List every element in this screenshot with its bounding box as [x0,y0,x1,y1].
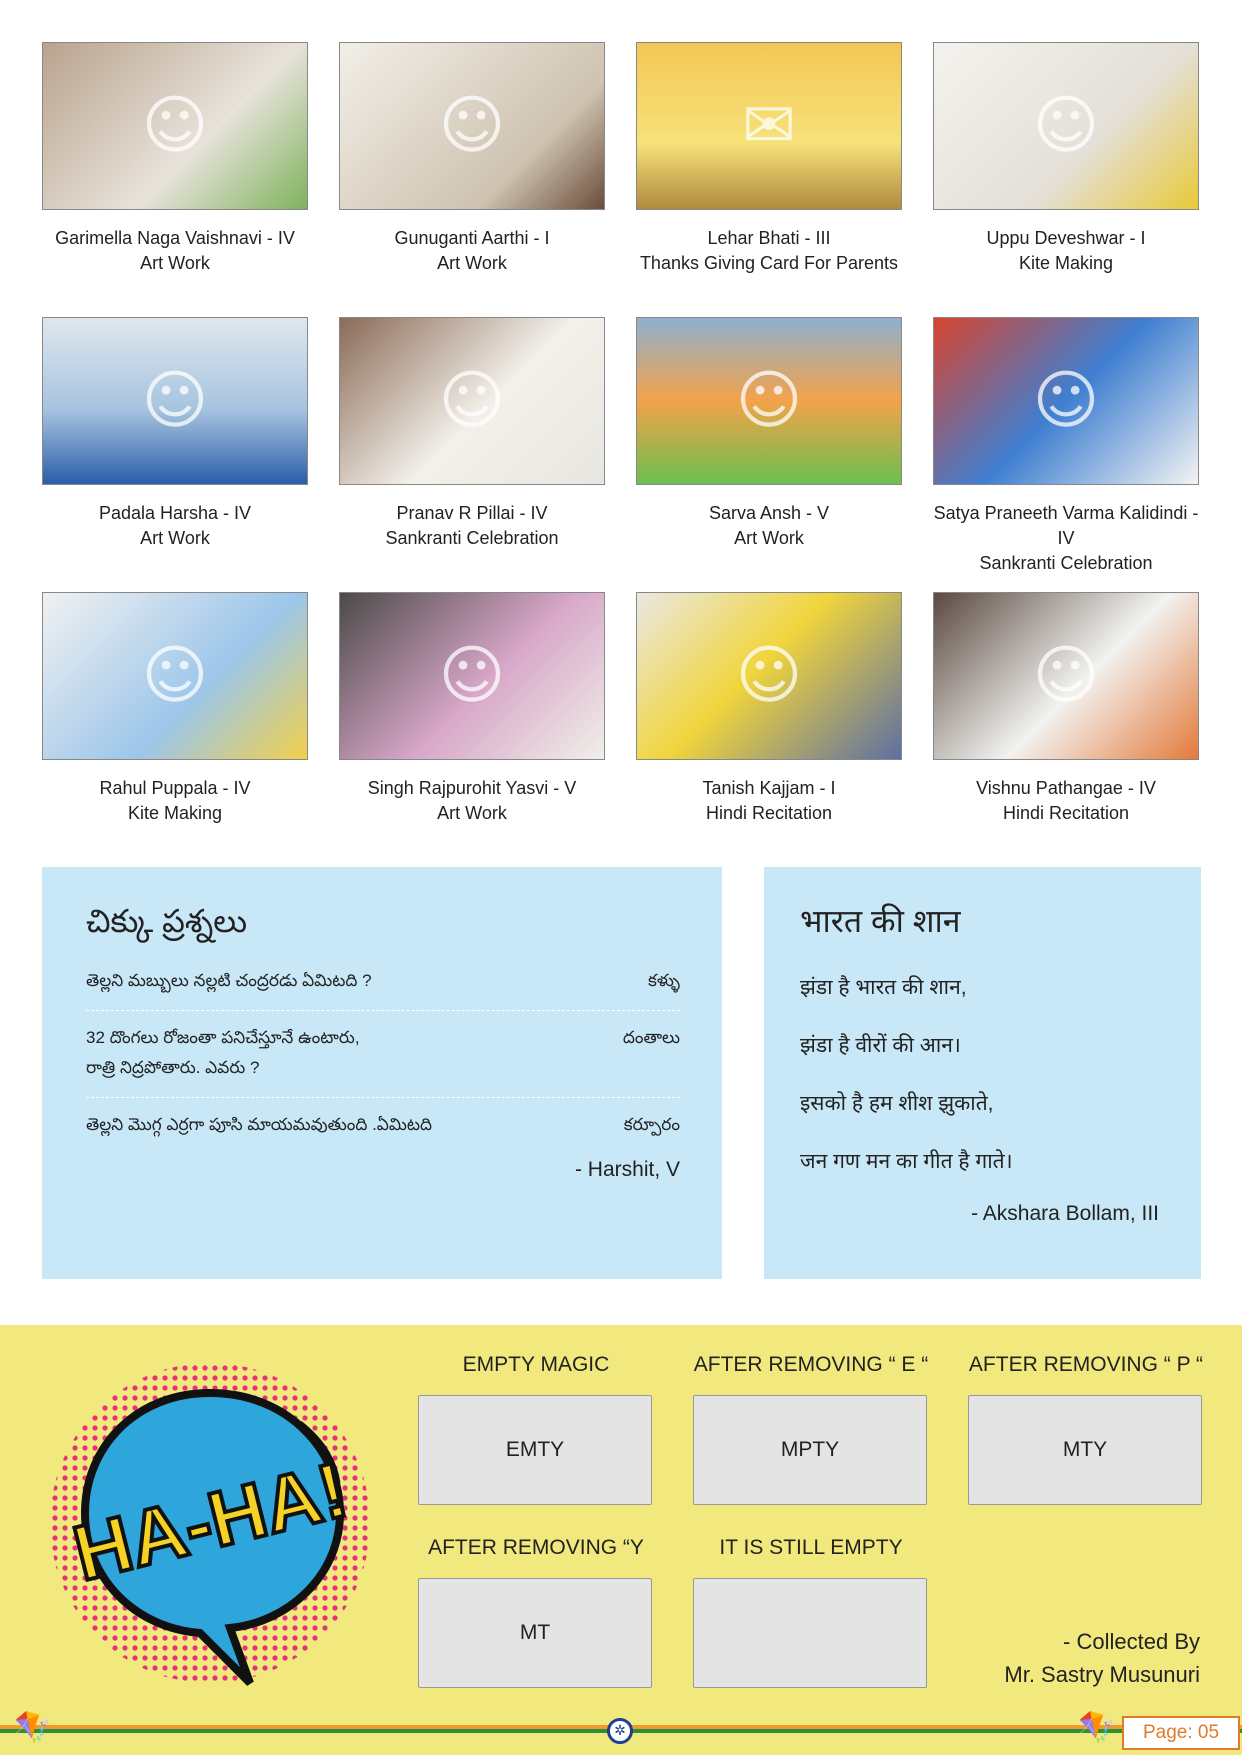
student-photo [636,42,902,210]
activity-label: Sankranti Celebration [385,528,559,548]
poem-title: भारत की शान [800,903,961,939]
gallery-card [933,42,1199,317]
student-name: Tanish Kajjam - I [702,778,836,798]
activity-label: Thanks Giving Card For Parents [639,253,899,273]
riddle-row [86,1023,680,1083]
child-photo-icon: ☺ [438,639,506,713]
child-photo-icon: ☺ [1032,89,1100,163]
activity-label: Art Work [734,528,804,548]
riddle-row [86,966,680,996]
child-photo-icon: ☺ [735,364,803,438]
riddle-question: తెల్లని మొగ్గ ఎర్రగా పూసి మాయమవుతుంది .ఏమిటది [86,1115,433,1134]
riddles-panel [42,867,722,1279]
student-gallery [42,42,1200,867]
step-label: EMPTY MAGIC [462,1353,610,1376]
student-name: Singh Rajpurohit Yasvi - V [367,778,577,798]
activity-label: Art Work [437,803,507,823]
poem-line: झंडा है वीरों की आन। [800,1034,961,1057]
child-photo-icon: ☺ [1032,639,1100,713]
student-name: Uppu Deveshwar - I [986,228,1146,248]
riddle-question: 32 దొంగలు రోజంతా పనిచేస్తూనే ఉంటారు, రాత్రి నిద్రపోతారు. ఎవరు ? [86,1028,360,1077]
student-photo [933,592,1199,760]
child-photo-icon: ☺ [438,364,506,438]
child-photo-icon: ☺ [141,639,209,713]
riddle-answer: కళ్ళు [648,971,680,990]
kite-icon: 🪁 [1078,1710,1116,1745]
gallery-card [636,42,902,317]
child-photo-icon: ☺ [1032,364,1100,438]
riddles-author: - Harshit, V [574,1158,680,1181]
gallery-card [636,317,902,592]
student-name: Padala Harsha - IV [98,503,252,523]
riddle-answer: కర్పూరం [623,1115,680,1134]
student-name: Rahul Puppala - IV [99,778,251,798]
step-label: AFTER REMOVING “ E “ [693,1353,929,1376]
student-name: Vishnu Pathangae - IV [976,778,1156,798]
student-name: Satya Praneeth Varma Kalidindi - IV [933,503,1199,548]
step-box: EMTY [418,1395,652,1505]
riddles-title: చిక్కు ప్రశ్నలు [86,903,248,939]
step-box: MT [418,1578,652,1688]
collector-name: Mr. Sastry Musunuri [1004,1662,1200,1687]
poem-author: - Akshara Bollam, III [971,1202,1159,1225]
student-name: Gunuganti Aarthi - I [394,228,550,248]
step-box: MTY [968,1395,1202,1505]
gallery-card [42,592,308,867]
student-name: Lehar Bhati - III [707,228,831,248]
activity-label: Sankranti Celebration [979,553,1153,573]
gallery-card [339,592,605,867]
step-label: IT IS STILL EMPTY [719,1536,903,1559]
student-photo [339,42,605,210]
student-photo [42,592,308,760]
gallery-card [636,592,902,867]
student-photo [933,317,1199,485]
poem-panel [764,867,1201,1279]
gallery-card [339,42,605,317]
step-label: AFTER REMOVING “ P “ [968,1353,1204,1376]
activity-label: Kite Making [1018,253,1114,273]
gallery-card [933,592,1199,867]
step-label: AFTER REMOVING “Y [428,1536,644,1559]
haha-speech-bubble-icon [50,1353,380,1693]
bubble-text: HA-HA! [65,1444,356,1598]
card-photo-icon: ✉ [742,89,796,163]
student-photo [339,317,605,485]
gallery-card [42,317,308,592]
activity-label: Art Work [140,528,210,548]
activity-label: Art Work [140,253,210,273]
poem-line: झंडा है भारत की शान, [800,976,967,999]
step-box [693,1578,927,1688]
student-photo [636,592,902,760]
child-photo-icon: ☺ [438,89,506,163]
collected-by-line: - Collected By [1063,1629,1200,1654]
student-photo [42,42,308,210]
activity-label: Hindi Recitation [1002,803,1130,823]
ashoka-chakra-icon: ✲ [607,1718,633,1744]
divider [86,1010,680,1011]
gallery-card [933,317,1199,592]
student-name: Garimella Naga Vaishnavi - IV [55,228,295,248]
gallery-card [42,42,308,317]
poem-line: जन गण मन का गीत है गाते। [800,1150,1013,1173]
step-box: MPTY [693,1395,927,1505]
poem-line: इसको है हम शीश झुकाते, [800,1092,994,1115]
page-number: Page: 05 [1122,1716,1240,1750]
child-photo-icon: ☺ [141,89,209,163]
activity-label: Kite Making [127,803,223,823]
student-photo [636,317,902,485]
riddle-question: తెల్లని మబ్బులు నల్లటి చంద్రరడు ఏమిటది ? [86,971,372,990]
divider [86,1097,680,1098]
joke-section [0,1325,1242,1755]
student-photo [933,42,1199,210]
collected-by [1004,1625,1200,1691]
student-photo [339,592,605,760]
riddle-answer: దంతాలు [622,1028,680,1047]
kite-icon: 🪁 [14,1710,52,1745]
riddle-row [86,1110,680,1140]
child-photo-icon: ☺ [141,364,209,438]
activity-label: Hindi Recitation [705,803,833,823]
activity-label: Art Work [437,253,507,273]
child-photo-icon: ☺ [735,639,803,713]
student-photo [42,317,308,485]
student-name: Pranav R Pillai - IV [396,503,548,523]
gallery-card [339,317,605,592]
student-name: Sarva Ansh - V [708,503,830,523]
